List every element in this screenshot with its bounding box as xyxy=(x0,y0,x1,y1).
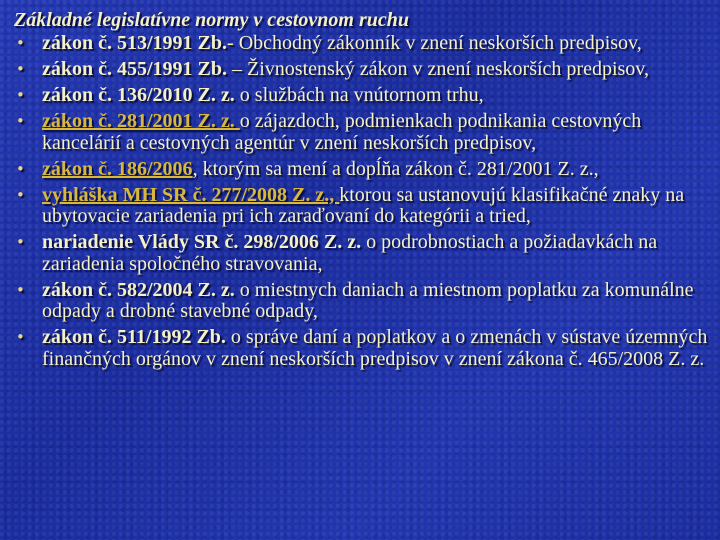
bullet-icon: • xyxy=(16,185,25,204)
law-description: o službách na vnútornom trhu, xyxy=(234,84,484,106)
law-link[interactable]: vyhláška MH SR č. 277/2008 Z. z., xyxy=(42,183,340,206)
law-reference: zákon č. 582/2004 Z. z. xyxy=(42,278,235,301)
law-description: o zájazdoch, podmienkach podnikania cestovných kancelárií a cestovných agentúr v znení neskorších predpisov, xyxy=(42,110,642,154)
law-reference: zákon č. 455/1991 Zb. xyxy=(42,58,228,80)
law-description: – Živnostenský zákon v znení neskorších predpisov, xyxy=(227,58,649,80)
bullet-icon: • xyxy=(16,112,25,130)
law-description: o podrobnostiach a požiadavkách na zariadenia spoločného stravovania, xyxy=(42,231,658,275)
law-description: o miestnych daniach a miestnom poplatku za komunálne odpady a drobné stavebné odpady, xyxy=(42,278,694,322)
law-reference: zákon č. 511/1992 Zb. xyxy=(42,326,226,348)
list-item xyxy=(14,59,718,81)
bullet-icon: • xyxy=(16,86,25,104)
slide-title: Základné legislatívne normy v cestovnom ruchu xyxy=(14,9,409,31)
list-item xyxy=(14,111,718,154)
law-link[interactable]: zákon č. 281/2001 Z. z. xyxy=(42,110,240,132)
law-reference: zákon č. 136/2010 Z. z. xyxy=(42,84,235,106)
law-reference: zákon č. 513/1991 Zb. xyxy=(42,32,228,54)
bullet-icon: • xyxy=(16,60,25,78)
list-item xyxy=(14,185,718,228)
bullet-icon: • xyxy=(16,233,25,251)
bullet-icon: • xyxy=(16,328,25,346)
law-description: o správe daní a poplatkov a o zmenách v sústave územných finančných orgánov v znení neskorších predpisov v znení zákona č. 465/2008 Z. z. xyxy=(42,326,708,370)
legislation-list xyxy=(14,33,718,375)
list-item xyxy=(14,159,718,181)
law-reference: nariadenie Vlády SR č. 298/2006 Z. z. xyxy=(42,231,362,253)
list-item xyxy=(14,85,718,107)
list-item xyxy=(14,327,718,370)
bullet-icon: • xyxy=(16,34,25,52)
bullet-icon: • xyxy=(16,159,25,178)
law-description: - Obchodný zákonník v znení neskorších predpisov, xyxy=(227,32,642,54)
bullet-icon: • xyxy=(16,280,25,299)
law-description: ktorou sa ustanovujú klasifikačné znaky na ubytovacie zariadenia pri ich zaraďovaní do kategórii a tried, xyxy=(42,183,685,227)
list-item xyxy=(14,280,718,323)
list-item xyxy=(14,232,718,275)
list-item xyxy=(14,33,718,55)
law-link[interactable]: zákon č. 186/2006 xyxy=(42,157,193,180)
law-description: , ktorým sa mení a dopĺňa zákon č. 281/2001 Z. z., xyxy=(192,157,599,180)
